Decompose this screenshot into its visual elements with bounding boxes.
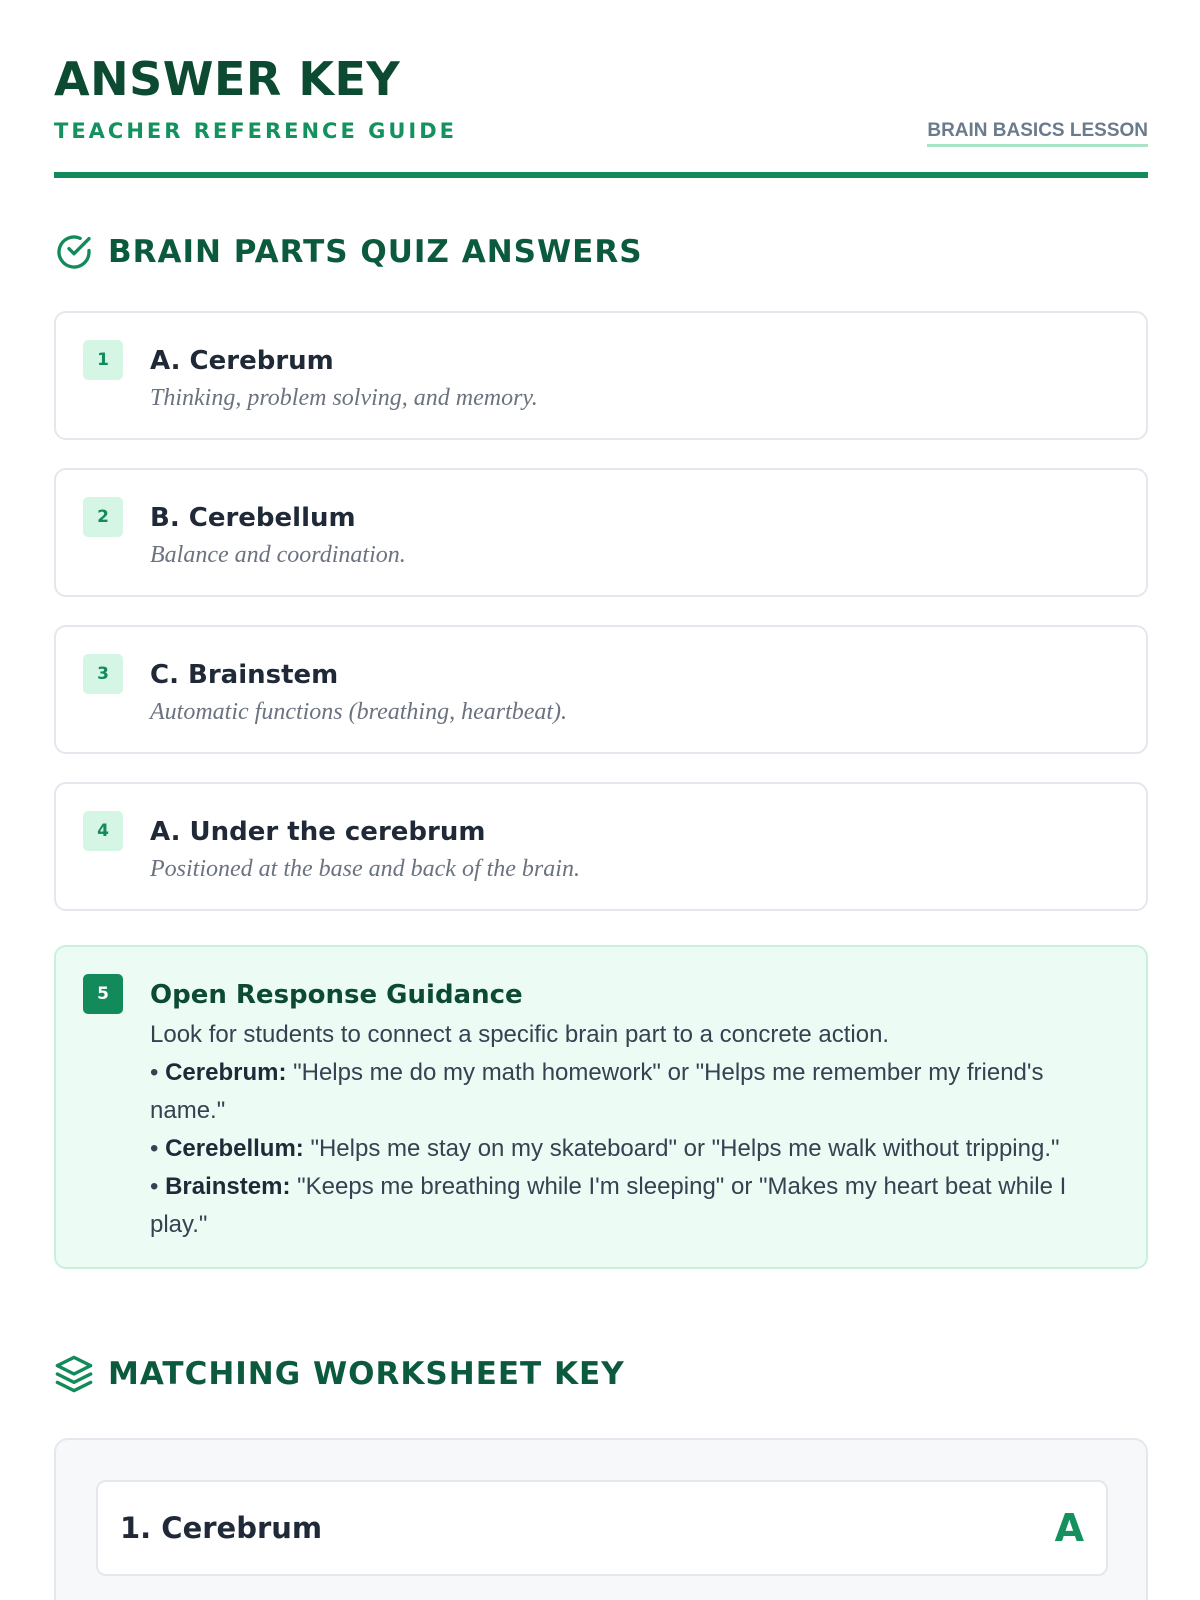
page-subtitle: TEACHER REFERENCE GUIDE	[54, 119, 457, 143]
quiz-answer-explanation: Thinking, problem solving, and memory.	[150, 385, 538, 411]
guidance-intro: Look for students to connect a specific brain part to a concrete action.	[150, 1021, 890, 1048]
question-number-badge: 1	[83, 340, 123, 380]
quiz-answer: A. Under the cerebrum	[150, 817, 486, 847]
guidance-title: Open Response Guidance	[150, 980, 523, 1010]
quiz-answer-card	[54, 625, 1148, 754]
quiz-answer-explanation: Positioned at the base and back of the brain.	[150, 856, 580, 882]
quiz-answer-card	[54, 468, 1148, 597]
quiz-answer: A. Cerebrum	[150, 346, 334, 376]
layers-icon	[54, 1354, 94, 1394]
quiz-answer: C. Brainstem	[150, 660, 339, 690]
bullet-term: Cerebrum:	[165, 1059, 287, 1086]
page-title: ANSWER KEY	[54, 52, 401, 106]
matching-key-panel	[54, 1438, 1148, 1600]
quiz-answer-card	[54, 782, 1148, 911]
quiz-answer-explanation: Balance and coordination.	[150, 542, 406, 568]
guidance-bullet: • Brainstem: "Keeps me breathing while I'm sleeping" or "Makes my heart beat while I play."	[150, 1173, 1067, 1238]
quiz-section-heading	[54, 230, 643, 274]
bullet-text: "Helps me do my math homework" or "Helps me remember my friend's name."	[150, 1059, 1044, 1124]
bullet-text: "Helps me stay on my skateboard" or "Helps me walk without tripping."	[310, 1135, 1060, 1162]
matching-answer-letter: A	[1054, 1506, 1084, 1550]
question-number-badge: 3	[83, 654, 123, 694]
question-number-badge: 4	[83, 811, 123, 851]
quiz-section-title: BRAIN PARTS QUIZ ANSWERS	[108, 234, 643, 270]
guidance-body	[150, 1016, 1110, 1244]
lesson-link[interactable]: BRAIN BASICS LESSON	[927, 118, 1148, 147]
quiz-answer: B. Cerebellum	[150, 503, 356, 533]
matching-section-title: MATCHING WORKSHEET KEY	[108, 1356, 625, 1392]
check-circle-icon	[54, 232, 94, 272]
guidance-bullet: • Cerebrum: "Helps me do my math homework" or "Helps me remember my friend's name."	[150, 1059, 1044, 1124]
bullet-term: Brainstem:	[165, 1173, 291, 1200]
question-number-badge: 5	[83, 974, 123, 1014]
quiz-answer-card	[54, 311, 1148, 440]
quiz-answer-explanation: Automatic functions (breathing, heartbeat).	[150, 699, 568, 725]
matching-section-heading	[54, 1352, 625, 1396]
bullet-text: "Keeps me breathing while I'm sleeping" or "Makes my heart beat while I play."	[150, 1173, 1067, 1238]
matching-row	[96, 1480, 1108, 1576]
page-header	[54, 50, 1148, 178]
guidance-bullet: • Cerebellum: "Helps me stay on my skateboard" or "Helps me walk without tripping."	[150, 1135, 1060, 1162]
bullet-term: Cerebellum:	[165, 1135, 304, 1162]
open-response-guidance-card	[54, 945, 1148, 1269]
matching-term: 1. Cerebrum	[120, 1511, 323, 1545]
question-number-badge: 2	[83, 497, 123, 537]
